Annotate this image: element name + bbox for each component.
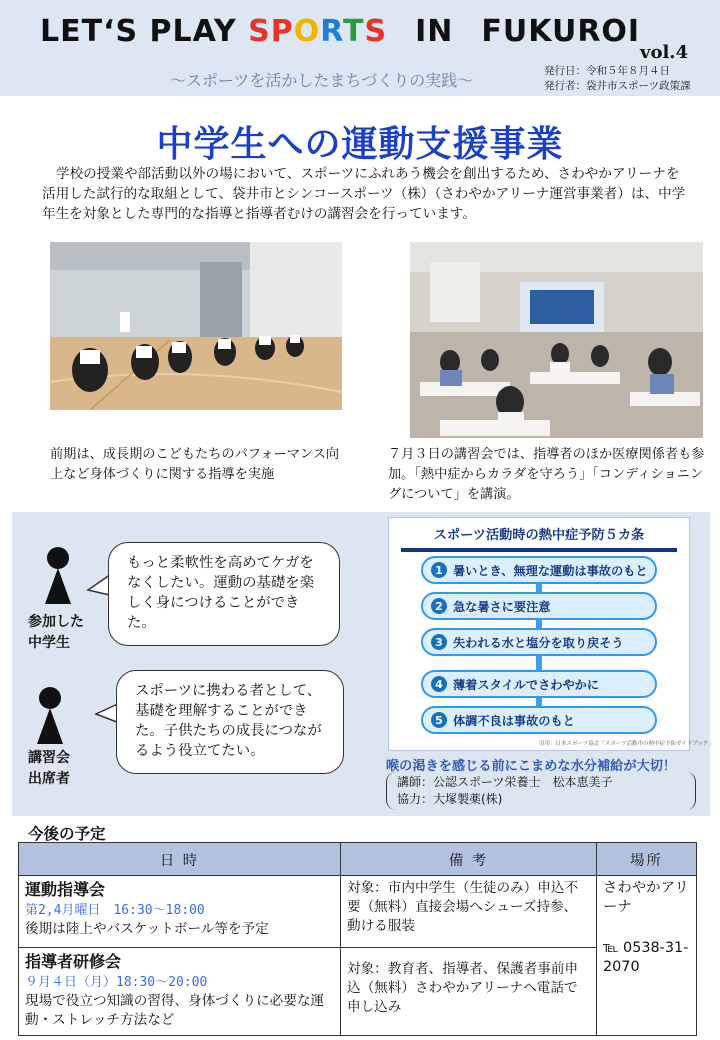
table-row — [19, 876, 697, 948]
lecturer-credit-box — [386, 772, 696, 810]
event-note: 後期は陸上やバスケットボール等を予定 — [25, 921, 269, 937]
seminar-room-photo — [410, 242, 703, 438]
volume-number: vol.4 — [640, 42, 689, 63]
event-note: 現場で役立つ知識の習得、身体づくりに必要な運動・ストレッチ方法など — [25, 993, 325, 1028]
rule-number: 5 — [431, 712, 447, 728]
rule-number: 1 — [431, 562, 447, 578]
title-letter: S — [248, 14, 271, 49]
heatstroke-rule — [421, 706, 657, 734]
event-cell — [19, 876, 341, 948]
role-line: 講習会 — [28, 750, 70, 766]
card-title-rule — [401, 548, 677, 552]
rule-text: 暑いとき、無理な運動は事故のもと — [453, 563, 648, 578]
voice-role-student — [28, 612, 84, 654]
title-letter: R — [320, 14, 344, 49]
column-header-remarks: 備 考 — [341, 843, 597, 876]
title-letter: O — [293, 14, 321, 49]
event-name: 指導者研修会 — [25, 952, 122, 971]
event-cell — [19, 948, 341, 1036]
title-letter: T — [343, 14, 365, 49]
venue-phone: ℡ 0538-31-2070 — [603, 940, 689, 975]
cooperation-credit: 協力：大塚製薬(株) — [397, 792, 503, 806]
role-line: 中学生 — [28, 635, 70, 651]
issue-info — [544, 64, 691, 94]
event-datetime: 第2,4月曜日 16:30～18:00 — [25, 903, 205, 918]
card-source-note: 引用：日本スポーツ協会「スポーツ活動中の熱中症予防ガイドブック」 — [539, 741, 714, 747]
event-name: 運動指導会 — [25, 880, 106, 899]
intro-paragraph: 学校の授業や部活動以外の場において、スポーツにふれあう機会を創出するため、さわやかアリーナを活用した試行的な取組として、袋井市とシンコースポーツ（株）（さわやかアリーナ運営事業者）は、中学年生を対象とした専門的な指導と指導者むけの講習会を行っています。 — [42, 166, 686, 222]
card-title: スポーツ活動時の熱中症予防５カ条 — [433, 528, 645, 543]
heatstroke-rule — [421, 592, 657, 620]
heatstroke-rule — [421, 556, 657, 584]
role-line: 参加した — [28, 614, 84, 630]
title-part: LET‘S PLAY — [40, 14, 249, 49]
rule-number: 3 — [431, 634, 447, 650]
role-line: 出席者 — [28, 771, 70, 787]
gym-training-photo — [50, 242, 342, 410]
person-silhouette-icon — [44, 546, 72, 606]
rule-text: 体調不良は事故のもと — [453, 713, 575, 728]
venue-name: さわやかアリーナ — [603, 880, 689, 915]
left-photo-caption: 前期は、成長期のこどもたちのパフォーマンス向上など身体づくりに関する指導を実施 — [50, 447, 340, 482]
rule-text: 薄着スタイルでさわやかに — [453, 677, 600, 692]
student-comment-bubble: もっと柔軟性を高めてケガをなくしたい。運動の基礎を楽しく身につけることができた。 — [108, 542, 340, 646]
schedule-table — [18, 842, 697, 1036]
rule-text: 急な暑さに要注意 — [453, 599, 551, 614]
right-photo-caption: ７月３日の講習会では、指導者のほか医療関係者も参加。「熱中症からカラダを守ろう」「コンディショニングについて」を講演。 — [388, 447, 705, 502]
rule-text: 失われる水と塩分を取り戻そう — [453, 635, 624, 650]
issue-date: 発行日：令和５年８月４日 — [544, 65, 670, 77]
attendee-comment-bubble: スポーツに携わる者として、基礎を理解することができた。子供たちの成長につながるよう役立てたい。 — [116, 670, 344, 774]
title-in: IN — [415, 14, 454, 49]
table-row — [19, 948, 697, 1036]
rule-number: 4 — [431, 676, 447, 692]
heatstroke-prevention-card — [388, 517, 714, 751]
schedule-heading: 今後の予定 — [28, 825, 106, 843]
newsletter-title — [40, 14, 700, 54]
voice-role-attendee — [28, 748, 70, 790]
person-silhouette-icon — [36, 686, 64, 746]
rule-number: 2 — [431, 598, 447, 614]
venue-cell — [597, 876, 697, 1036]
title-letter: S — [364, 14, 388, 49]
article-headline: 中学生への運動支援事業 — [156, 124, 564, 165]
remarks-cell: 対象：市内中学生（生徒のみ）申込不要（無料）直接会場へシューズ持参、動ける服装 — [341, 876, 597, 948]
heatstroke-rule — [421, 628, 657, 656]
event-datetime: ９月４日（月）18:30～20:00 — [25, 975, 208, 990]
heatstroke-rule — [421, 670, 657, 698]
schedule-header-row — [19, 843, 697, 876]
publisher: 発行者：袋井市スポーツ政策課 — [544, 80, 691, 92]
hydration-message: 喉の渇きを感じる前にこまめな水分補給が大切！ — [386, 759, 677, 774]
title-letter: P — [270, 14, 294, 49]
column-header-datetime: 日 時 — [19, 843, 341, 876]
subtitle: ～スポーツを活かしたまちづくりの実践～ — [170, 71, 474, 90]
column-header-venue: 場所 — [597, 843, 697, 876]
lecturer-name: 講師：公認スポーツ栄養士 松本恵美子 — [397, 775, 613, 789]
title-city: FUKUROI — [481, 14, 641, 49]
remarks-cell: 対象：教育者、指導者、保護者事前申込（無料）さわやかアリーナへ電話で申し込み — [341, 948, 597, 1036]
